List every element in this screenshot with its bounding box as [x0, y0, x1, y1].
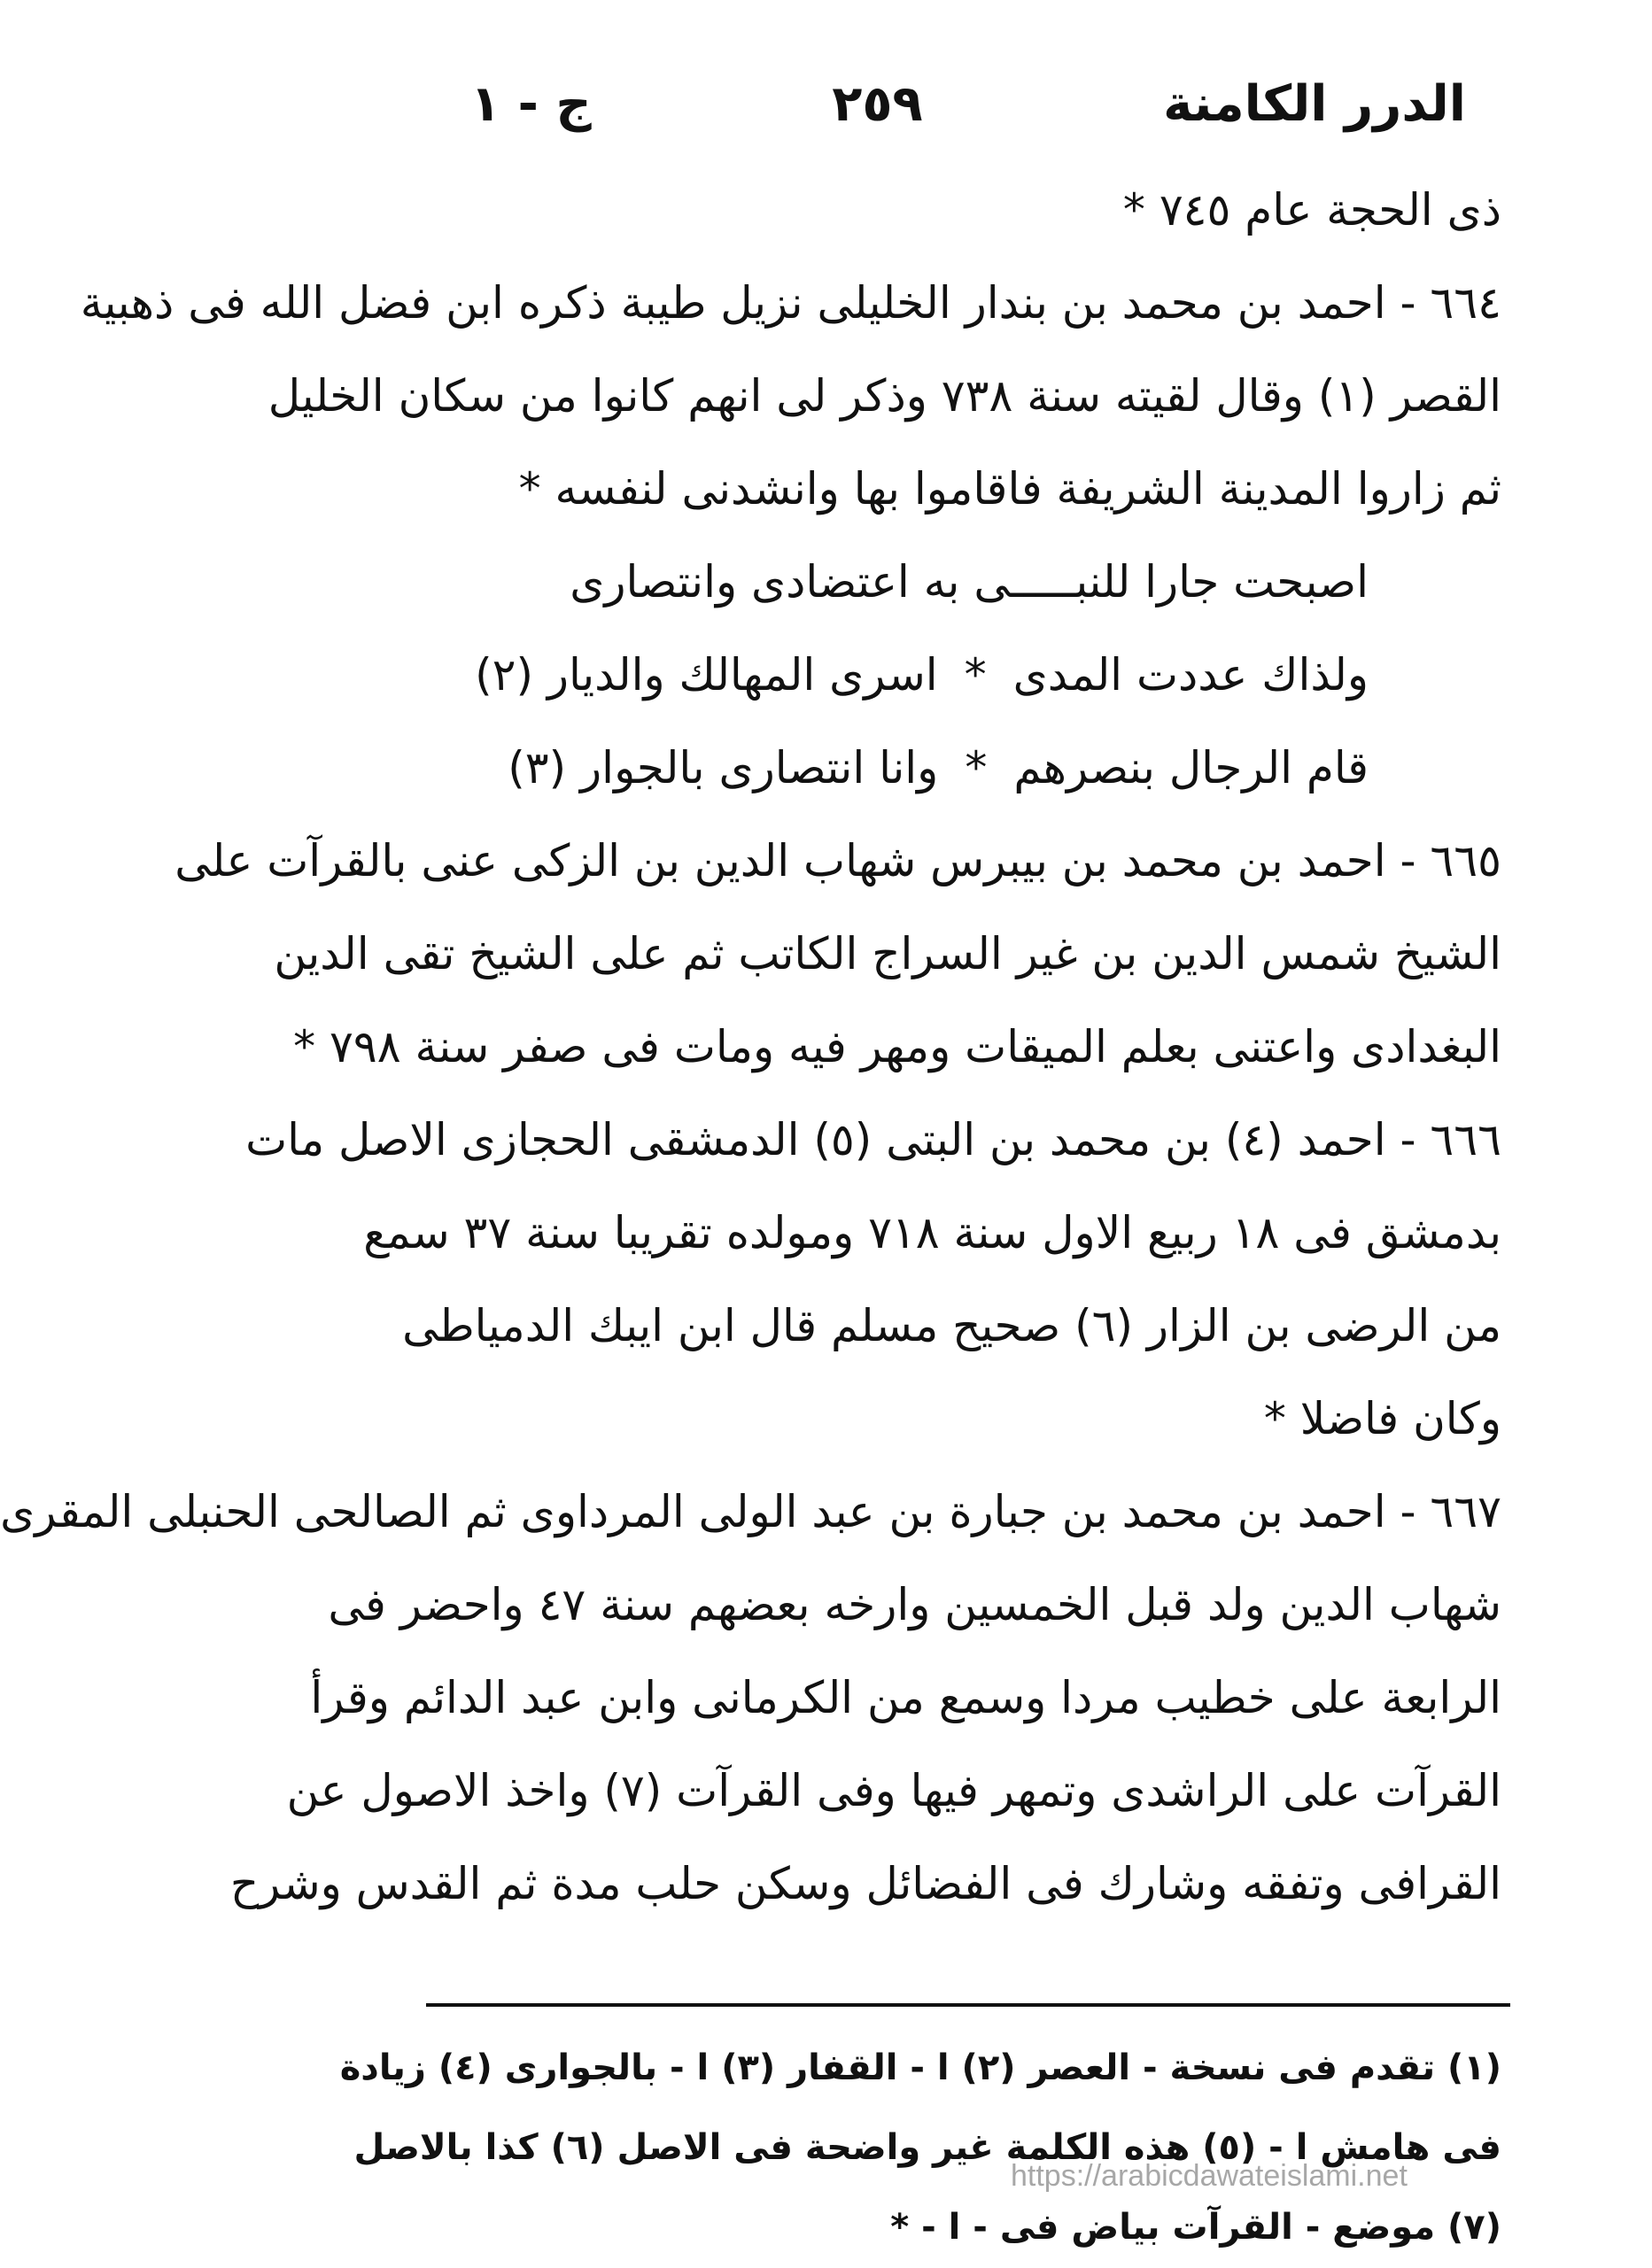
entry-line: ٦٦٥ - احمد بن محمد بن بيبرس شهاب الدين بن الزكى عنى بالقرآت على: [175, 835, 1501, 886]
footnote-line: (٧) موضع - القرآت بياض فى - ا - *: [890, 2207, 1501, 2248]
text-line: القرافى وتفقه وشارك فى الفضائل وسكن حلب مدة ثم القدس وشرح: [229, 1858, 1501, 1909]
footnote-line: فى هامش ا - (٥) هذه الكلمة غير واضحة فى الاصل (٦) كذا بالاصل: [353, 2127, 1501, 2168]
star-separator-icon: *: [964, 649, 987, 701]
entry-line: ٦٦٦ - احمد (٤) بن محمد بن البتى (٥) الدمشقى الحجازى الاصل مات: [245, 1114, 1501, 1165]
verse-hemistich: ولذاك عددت المدى: [1012, 649, 1369, 701]
verse-hemistich: اسرى المهالك والديار (٢): [475, 649, 938, 701]
text-line: شهاب الدين ولد قبل الخمسين وارخه بعضهم سنة ٤٧ واحضر فى: [328, 1579, 1501, 1630]
text-line: من الرضى بن الزار (٦) صحيح مسلم قال ابن ايبك الدمياطى: [402, 1300, 1501, 1351]
text-line: القصر (١) وقال لقيته سنة ٧٣٨ وذكر لى انهم كانوا من سكان الخليل: [268, 370, 1501, 422]
book-title: الدرر الكامنة: [1163, 74, 1466, 133]
footnote-line: (١) تقدم فى نسخة - العصر (٢) ا - القفار (٣) ا - بالجوارى (٤) زيادة: [339, 2047, 1501, 2088]
volume-label: ج - ١: [470, 74, 592, 133]
text-line: الشيخ شمس الدين بن غير السراج الكاتب ثم على الشيخ تقى الدين: [274, 928, 1501, 979]
verse-hemistich: وانا انتصارى بالجوار (٣): [508, 742, 939, 793]
text-line: القرآت على الراشدى وتمهر فيها وفى القرآت (٧) واخذ الاصول عن: [286, 1765, 1501, 1816]
text-line: ثم زاروا المدينة الشريفة فاقاموا بها وانشدنى لنفسه *: [518, 463, 1501, 515]
text-line: البغدادى واعتنى بعلم الميقات ومهر فيه ومات فى صفر سنة ٧٩٨ *: [293, 1021, 1501, 1072]
text-line: بدمشق فى ١٨ ربيع الاول سنة ٧١٨ ومولده تقريبا سنة ٣٧ سمع: [363, 1207, 1501, 1258]
main-text: [0, 164, 1501, 1931]
verse-hemistich: اصبحت جارا للنبـــــى به اعتضادى وانتصارى: [570, 556, 1369, 608]
star-separator-icon: *: [965, 742, 988, 793]
text-line: الرابعة على خطيب مردا وسمع من الكرمانى وابن عبد الدائم وقرأ: [310, 1672, 1501, 1723]
footnotes: [339, 2028, 1501, 2267]
footnote-divider: [426, 2003, 1510, 2007]
text-line: وكان فاضلا *: [1263, 1393, 1501, 1444]
poem-verse: [508, 722, 1369, 815]
entry-line: ٦٦٧ - احمد بن محمد بن جبارة بن عبد الولى المرداوى ثم الصالحى الحنبلى المقرى: [0, 1486, 1501, 1537]
text-line: ذى الحجة عام ٧٤٥ *: [1122, 184, 1501, 236]
poem-verse: [475, 629, 1369, 722]
page-number: ٢٥٩: [832, 74, 923, 133]
running-header: [470, 55, 1466, 152]
watermark: https://arabicdawateislami.net: [1011, 2159, 1408, 2193]
verse-hemistich: قام الرجال بنصرهم: [1013, 742, 1369, 793]
poem: [475, 536, 1369, 815]
text-line: ٦٦٤ - احمد بن محمد بن بندار الخليلى نزيل طيبة ذكره ابن فضل الله فى ذهبية: [80, 277, 1501, 329]
poem-verse: [568, 536, 1369, 629]
